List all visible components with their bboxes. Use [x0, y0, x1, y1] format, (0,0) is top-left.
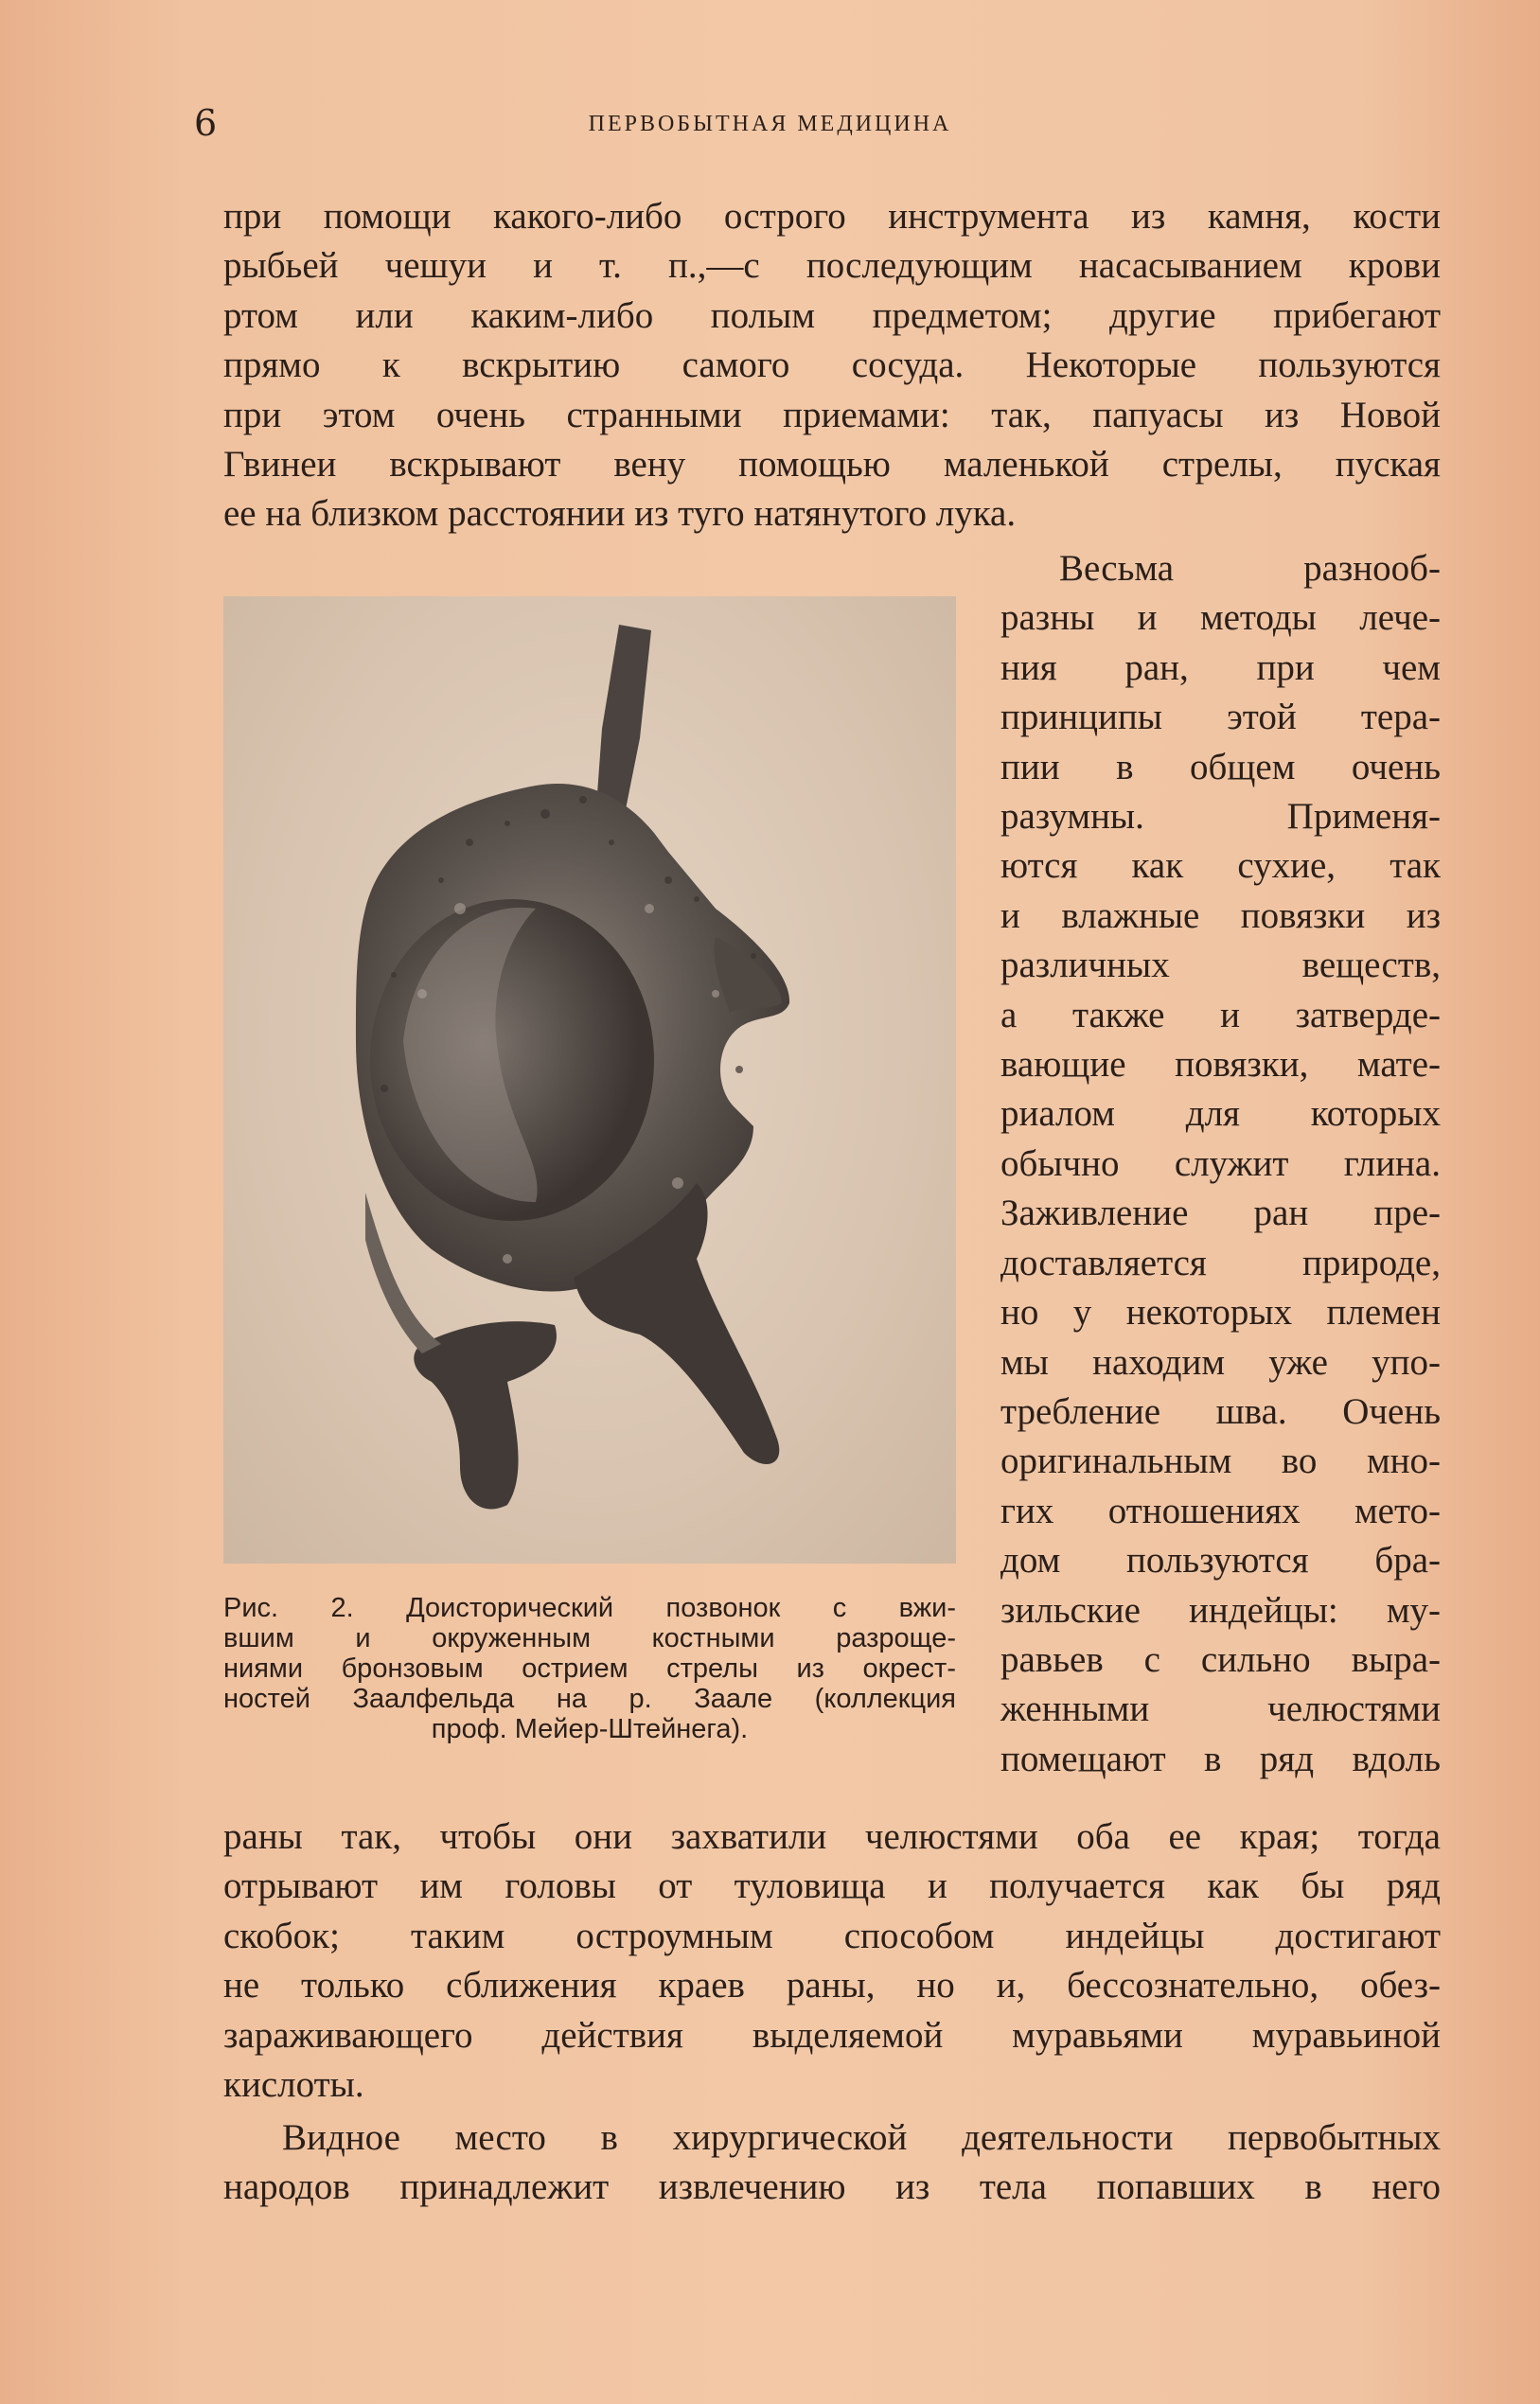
- text-line: зараживающего действия выделяемой муравьями муравьиной: [223, 2014, 1441, 2056]
- text-line: ртом или каким-либо полым предметом; другие прибегают: [223, 294, 1441, 336]
- text-line: женными челюстями: [1000, 1688, 1441, 1730]
- text-line: вающие повязки, мате-: [1000, 1044, 1441, 1086]
- text-line: отрывают им головы от туловища и получается как бы ряд: [223, 1865, 1441, 1907]
- text-line: и влажные повязки из: [1000, 894, 1441, 936]
- transverse-process: [414, 1321, 557, 1509]
- text-line: помещают в ряд вдоль: [1000, 1738, 1441, 1779]
- text-line: Гвинеи вскрывают вену помощью маленькой стрелы, пуская: [223, 444, 1441, 486]
- figure-caption: [223, 1593, 956, 1744]
- text-line: кислоты.: [223, 2064, 364, 2106]
- paragraph-3: [223, 2113, 1441, 2213]
- paragraph-2-continued: [223, 1812, 1441, 2110]
- text-line: разны и методы лече-: [1000, 597, 1441, 639]
- caption-line: вшим и окруженным костными разроще-: [223, 1623, 956, 1653]
- text-line: Весьма разнооб-: [1059, 548, 1441, 589]
- text-line: при помощи какого-либо острого инструмента из камня, кости: [223, 196, 1441, 237]
- text-line: но у некоторых племен: [1000, 1292, 1441, 1334]
- text-line: пии в общем очень: [1000, 746, 1441, 787]
- caption-line: Рис. 2. Доисторический позвонок с вжи-: [223, 1593, 956, 1623]
- text-line: рыбьей чешуи и т. п.,—с последующим насасыванием крови: [223, 245, 1441, 287]
- page-number: 6: [194, 102, 219, 144]
- text-line: народов принадлежит извлечению из тела попавших в него: [223, 2166, 1441, 2208]
- text-line: равьев с сильно выра-: [1000, 1638, 1441, 1680]
- text-line: зильские индейцы: му-: [1000, 1589, 1441, 1631]
- vertebra-illustration: [223, 596, 956, 1564]
- text-line: Заживление ран пре-: [1000, 1193, 1441, 1234]
- figure-vertebra-photo: [223, 596, 956, 1564]
- caption-line: проф. Мейер-Штейнега).: [431, 1714, 749, 1744]
- paragraph-2-side: [1000, 544, 1441, 1784]
- text-line: не только сближения краев раны, но и, бессознательно, обез-: [223, 1965, 1441, 2006]
- paragraph-1: [223, 192, 1441, 539]
- text-line: ются как сухие, так: [1000, 845, 1441, 887]
- text-line: ния ран, при чем: [1000, 646, 1441, 688]
- text-line: прямо к вскрытию самого сосуда. Некоторые пользуются: [223, 345, 1441, 386]
- running-title: ПЕРВОБЫТНАЯ МЕДИЦИНА: [588, 112, 952, 136]
- text-line: оригинальным во мно-: [1000, 1441, 1441, 1482]
- text-line: требление шва. Очень: [1000, 1390, 1441, 1432]
- text-line: обычно служит глина.: [1000, 1142, 1441, 1184]
- text-line: мы находим уже упо-: [1000, 1341, 1441, 1383]
- text-line: риалом для которых: [1000, 1093, 1441, 1135]
- text-line: гих отношениях мето-: [1000, 1490, 1441, 1531]
- text-line: дом пользуются бра-: [1000, 1540, 1441, 1582]
- text-line: разумны. Применя-: [1000, 796, 1441, 838]
- text-line: раны так, чтобы они захватили челюстями оба ее края; тогда: [223, 1816, 1441, 1857]
- text-line: при этом очень странными приемами: так, папуасы из Новой: [223, 394, 1441, 435]
- caption-line: ностей Заалфельда на р. Заале (коллекция: [223, 1684, 956, 1714]
- text-line: скобок; таким остроумным способом индейцы достигают: [223, 1915, 1441, 1956]
- text-line: Видное место в хирургической деятельности первобытных: [282, 2117, 1441, 2158]
- text-line: а также и затверде-: [1000, 994, 1441, 1035]
- text-line: различных веществ,: [1000, 945, 1441, 986]
- text-line: принципы этой тера-: [1000, 697, 1441, 738]
- text-line: ее на близком расстоянии из туго натянутого лука.: [223, 493, 1017, 535]
- caption-line: ниями бронзовым острием стрелы из окрест-: [223, 1653, 956, 1684]
- text-line: доставляется природе,: [1000, 1242, 1441, 1283]
